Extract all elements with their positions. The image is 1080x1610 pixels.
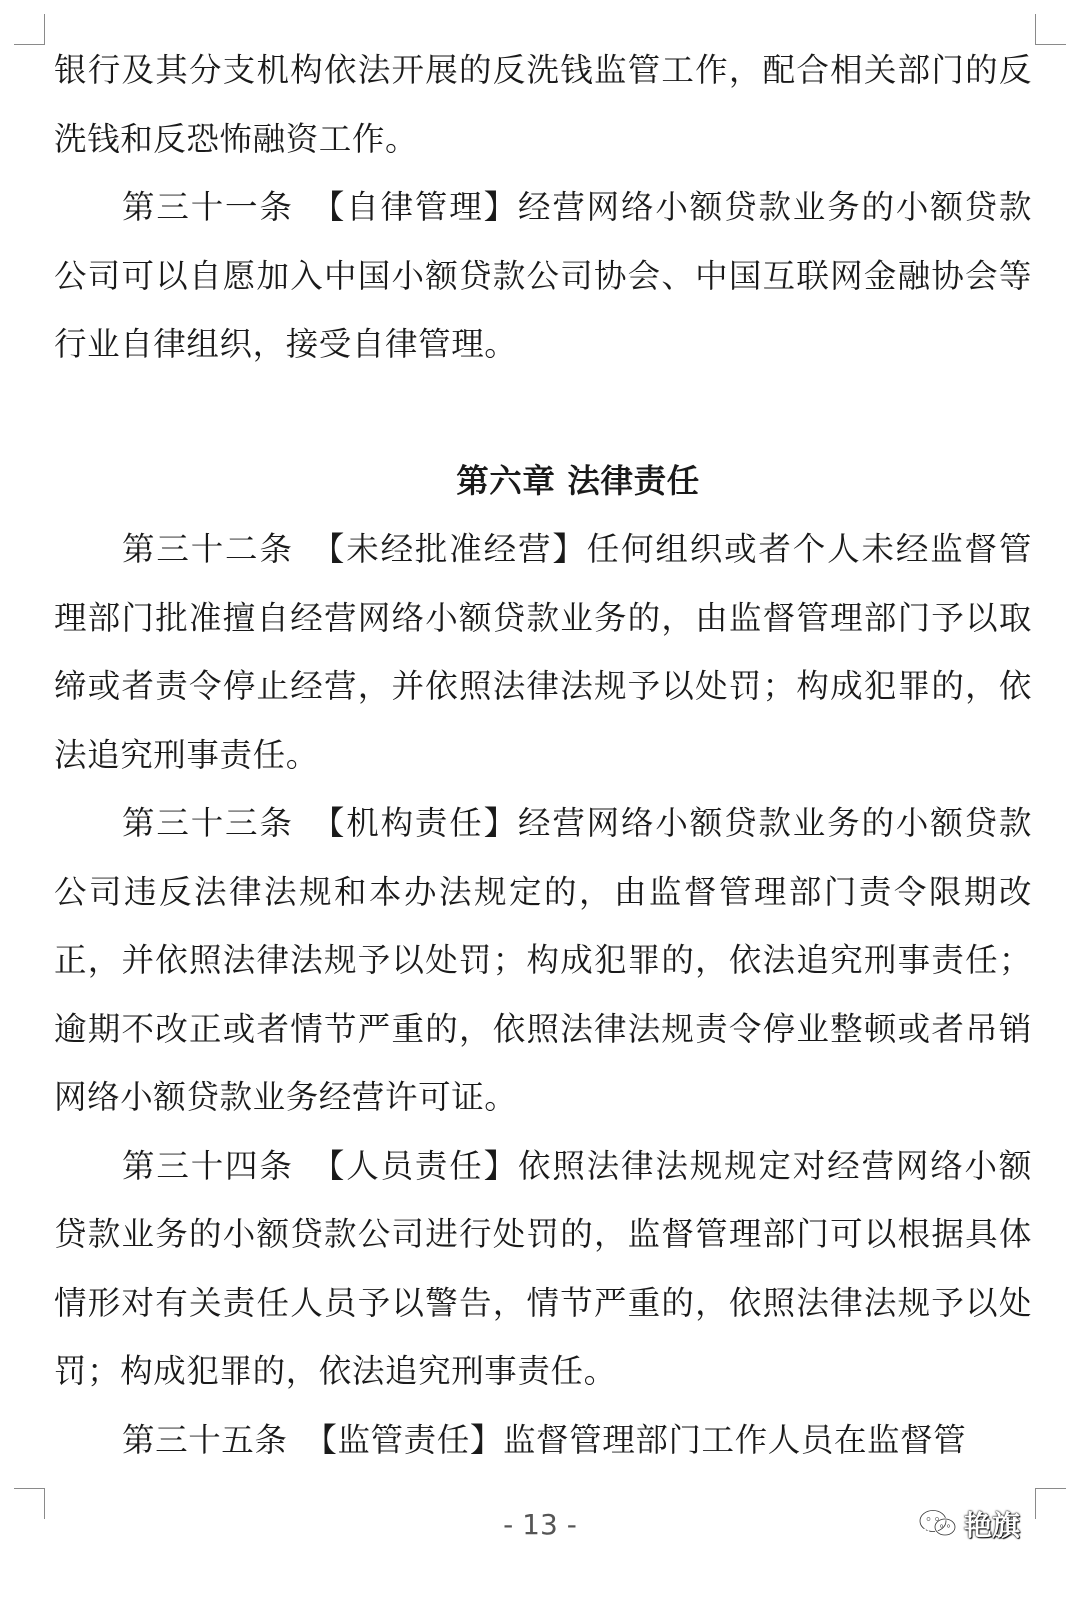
article-33: 第三十三条 【机构责任】经营网络小额贷款业务的小额贷款公司违反法律法规和本办法规定的，由监督管理部门责令限期改正，并依照法律法规予以处罚；构成犯罪的，依法追究刑事责任；逾期不改正或者情节严重的，依照法律法规责令停业整顿或者吊销网络小额贷款业务经营许可证。 <box>54 804 1032 1116</box>
article-34: 第三十四条 【人员责任】依照法律法规规定对经营网络小额贷款业务的小额贷款公司进行处罚的，监督管理部门可以根据具体情形对有关责任人员予以警告，情节严重的，依照法律法规予以处罚；构成犯罪的，依法追究刑事责任。 <box>54 1146 1032 1390</box>
crop-mark-top-right <box>1035 14 1066 45</box>
article-35: 第三十五条 【监管责任】监督管理部门工作人员在监督管 <box>122 1420 967 1459</box>
watermark <box>918 1502 1020 1546</box>
chapter-heading: 第六章 法律责任 <box>456 461 700 500</box>
crop-mark-top-left <box>14 14 45 45</box>
article-31: 第三十一条 【自律管理】经营网络小额贷款业务的小额贷款公司可以自愿加入中国小额贷款公司协会、中国互联网金融协会等行业自律组织，接受自律管理。 <box>54 188 1032 363</box>
watermark-text: 艳旗 <box>964 1509 1021 1542</box>
paragraph-continued: 银行及其分支机构依法开展的反洗钱监管工作，配合相关部门的反洗钱和反恐怖融资工作。 <box>54 51 1032 158</box>
wechat-icon <box>918 1508 958 1540</box>
document-body <box>54 36 1032 1474</box>
article-32: 第三十二条 【未经批准经营】任何组织或者个人未经监督管理部门批准擅自经营网络小额贷款业务的，由监督管理部门予以取缔或者责令停止经营，并依照法律法规予以处罚；构成犯罪的，依法追究刑事责任。 <box>54 530 1032 774</box>
page-number: - 13 - <box>503 1508 577 1541</box>
